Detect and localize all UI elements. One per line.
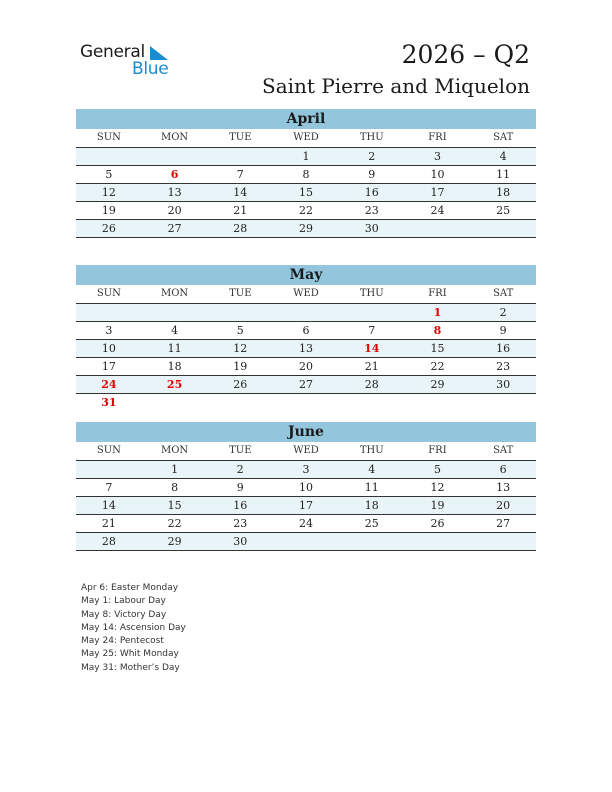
weekday-label: SUN xyxy=(96,132,121,143)
day-cell: 7 xyxy=(236,168,244,181)
day-cell: 18 xyxy=(496,186,511,199)
day-cell: 9 xyxy=(499,324,507,337)
day-cell: 10 xyxy=(299,481,314,494)
day-cell: 20 xyxy=(167,204,182,217)
day-cell: 6 xyxy=(302,324,310,337)
day-cell: 19 xyxy=(430,499,445,512)
month-name: April xyxy=(76,109,536,129)
day-cell: 24 xyxy=(299,517,314,530)
holiday-note: May 24: Pentecost xyxy=(81,636,164,647)
holiday-note: May 31: Mother’s Day xyxy=(81,662,180,673)
empty-day-cell xyxy=(142,148,208,165)
day-cell: 12 xyxy=(233,342,248,355)
day-cell: 30 xyxy=(364,222,379,235)
day-cell: 22 xyxy=(430,360,445,373)
month-calendar-may xyxy=(76,265,536,411)
weekday-label: FRI xyxy=(428,445,447,456)
day-cell: 20 xyxy=(299,360,314,373)
day-cell: 31 xyxy=(101,396,117,409)
day-cell: 8 xyxy=(302,168,310,181)
day-cell: 19 xyxy=(233,360,248,373)
day-cell: 2 xyxy=(368,150,376,163)
week-row xyxy=(76,166,536,184)
day-cell: 4 xyxy=(368,463,376,476)
week-row xyxy=(76,340,536,358)
week-row xyxy=(76,376,536,394)
empty-day-cell xyxy=(273,533,339,550)
day-cell: 17 xyxy=(101,360,116,373)
weekday-header-row xyxy=(76,442,536,461)
empty-day-cell xyxy=(142,304,208,321)
day-cell: 20 xyxy=(496,499,511,512)
holiday-note: Apr 6: Easter Monday xyxy=(81,583,179,593)
day-cell: 14 xyxy=(233,186,248,199)
day-cell: 18 xyxy=(364,499,379,512)
day-cell: 2 xyxy=(236,463,244,476)
weekday-label: FRI xyxy=(428,132,447,143)
empty-day-cell xyxy=(207,304,273,321)
empty-day-cell xyxy=(76,461,142,478)
day-cell: 23 xyxy=(364,204,379,217)
week-row xyxy=(76,358,536,376)
month-calendar-april xyxy=(76,109,536,238)
day-cell: 11 xyxy=(364,481,379,494)
day-cell: 7 xyxy=(368,324,376,337)
week-row xyxy=(76,202,536,220)
logo-text-general: General xyxy=(80,42,145,62)
week-row xyxy=(76,148,536,166)
day-cell: 27 xyxy=(167,222,182,235)
week-row xyxy=(76,322,536,340)
day-cell: 22 xyxy=(167,517,182,530)
empty-day-cell xyxy=(339,304,405,321)
day-cell: 14 xyxy=(364,342,380,355)
page-subtitle: Saint Pierre and Miquelon xyxy=(262,74,530,98)
day-cell: 30 xyxy=(496,378,511,391)
day-cell: 29 xyxy=(167,535,182,548)
holiday-notes xyxy=(81,582,186,675)
month-name: May xyxy=(76,265,536,285)
day-cell: 29 xyxy=(430,378,445,391)
day-cell: 7 xyxy=(105,481,113,494)
week-row xyxy=(76,497,536,515)
day-cell: 21 xyxy=(364,360,379,373)
weekday-label: SAT xyxy=(493,288,514,299)
weekday-label: WED xyxy=(293,445,319,456)
day-cell: 11 xyxy=(496,168,511,181)
empty-day-cell xyxy=(405,533,471,550)
day-cell: 16 xyxy=(233,499,248,512)
day-cell: 3 xyxy=(302,463,310,476)
weekday-label: MON xyxy=(160,445,189,456)
empty-day-cell xyxy=(405,394,471,411)
day-cell: 1 xyxy=(171,463,179,476)
weekday-label: SUN xyxy=(96,288,121,299)
weekday-label: WED xyxy=(293,132,319,143)
month-calendar-june xyxy=(76,422,536,551)
day-cell: 8 xyxy=(433,324,442,337)
day-cell: 16 xyxy=(364,186,379,199)
day-cell: 26 xyxy=(430,517,445,530)
holiday-note: May 8: Victory Day xyxy=(81,609,167,620)
week-row xyxy=(76,220,536,238)
day-cell: 4 xyxy=(499,150,507,163)
weekday-label: THU xyxy=(359,445,384,456)
day-cell: 25 xyxy=(364,517,379,530)
day-cell: 18 xyxy=(167,360,182,373)
day-cell: 30 xyxy=(233,535,248,548)
day-cell: 5 xyxy=(105,168,113,181)
day-cell: 4 xyxy=(171,324,179,337)
holiday-note: May 1: Labour Day xyxy=(81,596,166,607)
holiday-note: May 14: Ascension Day xyxy=(81,622,186,633)
day-cell: 2 xyxy=(499,306,507,319)
day-cell: 13 xyxy=(167,186,182,199)
day-cell: 19 xyxy=(101,204,116,217)
day-cell: 5 xyxy=(433,463,441,476)
page-title: 2026 – Q2 xyxy=(401,40,530,69)
day-cell: 23 xyxy=(233,517,248,530)
day-cell: 22 xyxy=(299,204,314,217)
weekday-label: TUE xyxy=(229,445,252,456)
weekday-label: TUE xyxy=(229,288,252,299)
weekday-header-row xyxy=(76,285,536,304)
empty-day-cell xyxy=(470,220,536,237)
day-cell: 15 xyxy=(167,499,182,512)
logo-text-blue: Blue xyxy=(132,59,169,79)
day-cell: 28 xyxy=(364,378,379,391)
brand-logo xyxy=(80,42,180,82)
empty-day-cell xyxy=(273,304,339,321)
day-cell: 28 xyxy=(101,535,116,548)
day-cell: 5 xyxy=(236,324,244,337)
day-cell: 24 xyxy=(430,204,445,217)
weekday-label: WED xyxy=(293,288,319,299)
holiday-note: May 25: Whit Monday xyxy=(81,649,179,660)
day-cell: 29 xyxy=(299,222,314,235)
day-cell: 13 xyxy=(496,481,511,494)
empty-day-cell xyxy=(142,394,208,411)
week-row xyxy=(76,515,536,533)
day-cell: 26 xyxy=(101,222,116,235)
week-row xyxy=(76,184,536,202)
day-cell: 1 xyxy=(302,150,310,163)
weekday-label: THU xyxy=(359,132,384,143)
day-cell: 23 xyxy=(496,360,511,373)
weekday-header-row xyxy=(76,129,536,148)
empty-day-cell xyxy=(76,148,142,165)
day-cell: 3 xyxy=(433,150,441,163)
day-cell: 28 xyxy=(233,222,248,235)
day-cell: 21 xyxy=(233,204,248,217)
weekday-label: THU xyxy=(359,288,384,299)
day-cell: 3 xyxy=(105,324,113,337)
month-name: June xyxy=(76,422,536,442)
empty-day-cell xyxy=(405,220,471,237)
day-cell: 6 xyxy=(499,463,507,476)
day-cell: 17 xyxy=(430,186,445,199)
week-row xyxy=(76,394,536,411)
week-row xyxy=(76,304,536,322)
day-cell: 10 xyxy=(101,342,116,355)
day-cell: 17 xyxy=(299,499,314,512)
empty-day-cell xyxy=(339,394,405,411)
day-cell: 24 xyxy=(101,378,117,391)
day-cell: 26 xyxy=(233,378,248,391)
weekday-label: TUE xyxy=(229,132,252,143)
day-cell: 27 xyxy=(299,378,314,391)
empty-day-cell xyxy=(470,533,536,550)
day-cell: 1 xyxy=(433,306,442,319)
day-cell: 13 xyxy=(299,342,314,355)
empty-day-cell xyxy=(470,394,536,411)
day-cell: 15 xyxy=(299,186,314,199)
weekday-label: SAT xyxy=(493,132,514,143)
week-row xyxy=(76,533,536,551)
weekday-label: FRI xyxy=(428,288,447,299)
weekday-label: MON xyxy=(160,132,189,143)
day-cell: 25 xyxy=(166,378,183,391)
empty-day-cell xyxy=(207,148,273,165)
day-cell: 12 xyxy=(430,481,445,494)
day-cell: 9 xyxy=(236,481,244,494)
weekday-label: SUN xyxy=(96,445,121,456)
day-cell: 10 xyxy=(430,168,445,181)
day-cell: 12 xyxy=(101,186,116,199)
empty-day-cell xyxy=(207,394,273,411)
day-cell: 14 xyxy=(101,499,116,512)
weekday-label: MON xyxy=(160,288,189,299)
empty-day-cell xyxy=(76,304,142,321)
day-cell: 9 xyxy=(368,168,376,181)
week-row xyxy=(76,479,536,497)
week-row xyxy=(76,461,536,479)
weekday-label: SAT xyxy=(493,445,514,456)
day-cell: 27 xyxy=(496,517,511,530)
day-cell: 21 xyxy=(101,517,116,530)
day-cell: 15 xyxy=(430,342,445,355)
day-cell: 16 xyxy=(496,342,511,355)
day-cell: 8 xyxy=(171,481,179,494)
empty-day-cell xyxy=(273,394,339,411)
day-cell: 6 xyxy=(170,168,179,181)
empty-day-cell xyxy=(339,533,405,550)
day-cell: 25 xyxy=(496,204,511,217)
day-cell: 11 xyxy=(167,342,182,355)
